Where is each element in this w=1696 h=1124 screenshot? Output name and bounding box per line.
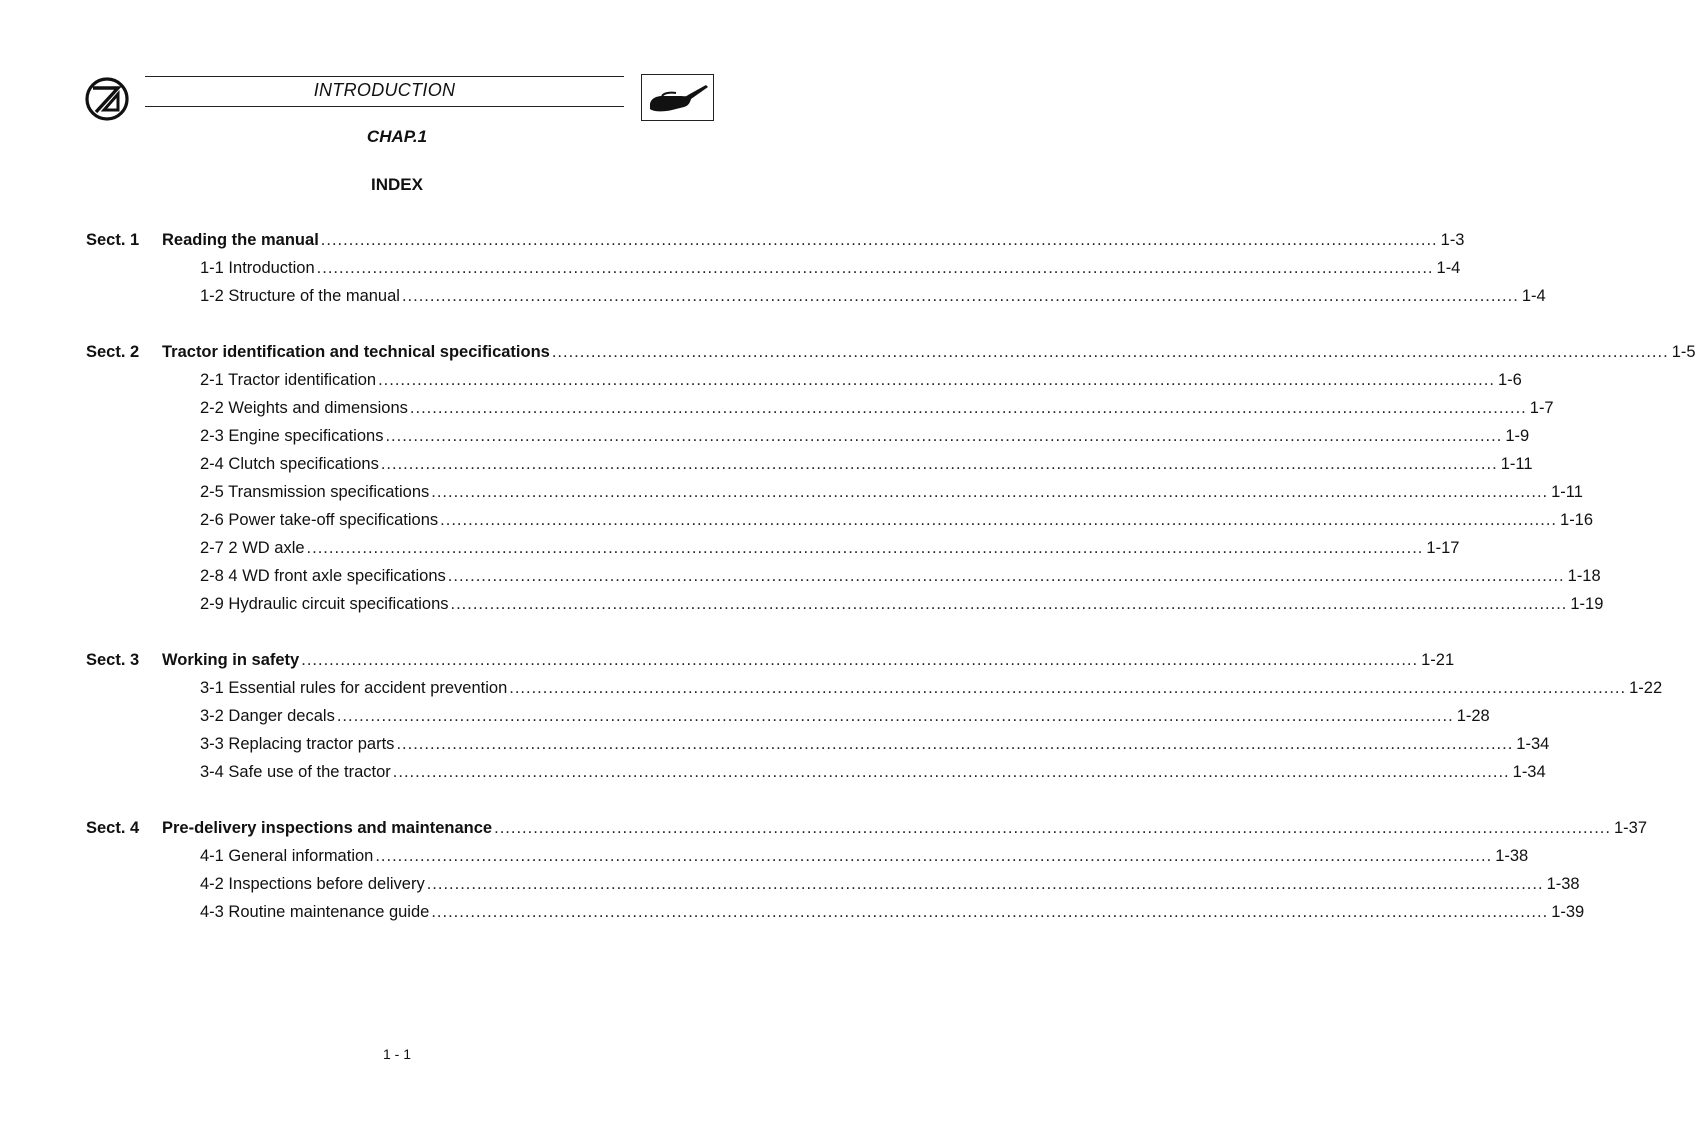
item-title: 1-1 Introduction xyxy=(200,259,315,277)
dot-leader: ........................................................................................................................................................................................................ xyxy=(551,343,1669,361)
brand-logo-icon xyxy=(84,76,130,122)
item-page: 1-38 xyxy=(1546,875,1580,893)
toc-item-2-3[interactable] xyxy=(0,425,1530,447)
dot-leader: ........................................................................................................................................................................................................ xyxy=(426,875,1544,893)
toc-item-2-5[interactable] xyxy=(0,481,1583,503)
item-title: 2-8 4 WD front axle specifications xyxy=(200,567,446,585)
dot-leader: ........................................................................................................................................................................................................ xyxy=(301,651,1419,669)
toc-item-2-6[interactable] xyxy=(0,509,1594,531)
item-page: 1-22 xyxy=(1629,679,1663,697)
toc-section-2[interactable] xyxy=(0,341,1696,363)
section-title: Pre-delivery inspections and maintenance xyxy=(162,819,493,837)
item-title: 4-1 General information xyxy=(200,847,374,865)
dot-leader: ........................................................................................................................................................................................................ xyxy=(336,707,1454,725)
toc-section-4[interactable] xyxy=(0,817,1648,839)
item-title: 3-3 Replacing tractor parts xyxy=(200,735,395,753)
page-number: 1 - 1 xyxy=(382,1046,411,1062)
dot-leader: ........................................................................................................................................................................................................ xyxy=(396,735,1514,753)
item-title: 3-2 Danger decals xyxy=(200,707,335,725)
chapter-label: CHAP.1 xyxy=(366,127,428,146)
toc-item-4-3[interactable] xyxy=(0,901,1585,923)
item-title: 1-2 Structure of the manual xyxy=(200,287,400,305)
dot-leader: ........................................................................................................................................................................................................ xyxy=(401,287,1519,305)
toc-item-2-8[interactable] xyxy=(0,565,1601,587)
page-header xyxy=(0,0,794,130)
toc-section-3[interactable] xyxy=(0,649,1455,671)
item-page: 1-9 xyxy=(1505,427,1530,445)
dot-leader: ........................................................................................................................................................................................................ xyxy=(494,819,1611,837)
toc-section-1[interactable] xyxy=(0,229,1465,251)
item-page: 1-39 xyxy=(1551,903,1585,921)
item-title: 2-1 Tractor identification xyxy=(200,371,377,389)
toc-item-2-7[interactable] xyxy=(0,537,1460,559)
toc-item-4-2[interactable] xyxy=(0,873,1580,895)
section-label: Sect. 2 xyxy=(86,343,140,361)
toc-item-4-1[interactable] xyxy=(0,845,1529,867)
header-rule-top xyxy=(145,76,624,77)
item-title: 2-3 Engine specifications xyxy=(200,427,384,445)
index-title: INDEX xyxy=(371,175,423,194)
header-rule-bottom xyxy=(145,106,624,107)
dot-leader: ........................................................................................................................................................................................................ xyxy=(306,539,1424,557)
toc-item-1-2[interactable] xyxy=(0,285,1546,307)
item-page: 1-34 xyxy=(1516,735,1550,753)
item-title: 4-2 Inspections before delivery xyxy=(200,875,425,893)
section-title: Tractor identification and technical specifications xyxy=(162,343,550,361)
item-title: 4-3 Routine maintenance guide xyxy=(200,903,430,921)
toc-item-3-1[interactable] xyxy=(0,677,1663,699)
header-title: INTRODUCTION xyxy=(313,80,456,100)
dot-leader: ........................................................................................................................................................................................................ xyxy=(409,399,1527,417)
toc-item-2-1[interactable] xyxy=(0,369,1522,391)
item-page: 1-4 xyxy=(1521,287,1546,305)
section-title: Reading the manual xyxy=(162,231,319,249)
toc-item-3-3[interactable] xyxy=(0,733,1550,755)
item-page: 1-19 xyxy=(1570,595,1604,613)
item-title: 3-1 Essential rules for accident prevention xyxy=(200,679,508,697)
dot-leader: ........................................................................................................................................................................................................ xyxy=(450,595,1568,613)
toc-item-3-4[interactable] xyxy=(0,761,1546,783)
dot-leader: ........................................................................................................................................................................................................ xyxy=(380,455,1498,473)
dot-leader: ........................................................................................................................................................................................................ xyxy=(447,567,1565,585)
dot-leader: ........................................................................................................................................................................................................ xyxy=(431,903,1549,921)
dot-leader: ........................................................................................................................................................................................................ xyxy=(320,231,1438,249)
item-title: 2-4 Clutch specifications xyxy=(200,455,379,473)
section-label: Sect. 3 xyxy=(86,651,140,669)
section-title: Working in safety xyxy=(162,651,300,669)
item-page: 1-18 xyxy=(1567,567,1601,585)
item-title: 2-6 Power take-off specifications xyxy=(200,511,439,529)
item-title: 3-4 Safe use of the tractor xyxy=(200,763,391,781)
item-page: 1-16 xyxy=(1560,511,1594,529)
item-page: 1-11 xyxy=(1551,483,1583,501)
dot-leader: ........................................................................................................................................................................................................ xyxy=(375,847,1493,865)
toc-item-2-2[interactable] xyxy=(0,397,1554,419)
item-page: 1-28 xyxy=(1456,707,1490,725)
section-page: 1-37 xyxy=(1613,819,1648,837)
dot-leader: ........................................................................................................................................................................................................ xyxy=(378,371,1495,389)
section-label: Sect. 4 xyxy=(86,819,140,837)
item-page: 1-38 xyxy=(1495,847,1529,865)
item-title: 2-9 Hydraulic circuit specifications xyxy=(200,595,449,613)
section-label: Sect. 1 xyxy=(86,231,140,249)
dot-leader: ........................................................................................................................................................................................................ xyxy=(431,483,1549,501)
item-page: 1-17 xyxy=(1426,539,1460,557)
dot-leader: ........................................................................................................................................................................................................ xyxy=(440,511,1558,529)
item-title: 2-7 2 WD axle xyxy=(200,539,305,557)
toc-item-2-4[interactable] xyxy=(0,453,1533,475)
toc-item-1-1[interactable] xyxy=(0,257,1461,279)
item-page: 1-6 xyxy=(1497,371,1522,389)
item-page: 1-34 xyxy=(1512,763,1546,781)
hand-tool-icon xyxy=(641,74,714,121)
section-page: 1-5 xyxy=(1671,343,1696,361)
item-page: 1-11 xyxy=(1500,455,1533,473)
section-page: 1-3 xyxy=(1440,231,1465,249)
toc-item-3-2[interactable] xyxy=(0,705,1490,727)
dot-leader: ........................................................................................................................................................................................................ xyxy=(392,763,1510,781)
item-title: 2-2 Weights and dimensions xyxy=(200,399,408,417)
item-page: 1-4 xyxy=(1436,259,1461,277)
toc-item-2-9[interactable] xyxy=(0,593,1604,615)
item-page: 1-7 xyxy=(1529,399,1554,417)
dot-leader: ........................................................................................................................................................................................................ xyxy=(385,427,1503,445)
dot-leader: ........................................................................................................................................................................................................ xyxy=(316,259,1434,277)
item-title: 2-5 Transmission specifications xyxy=(200,483,430,501)
dot-leader: ........................................................................................................................................................................................................ xyxy=(509,679,1627,697)
section-page: 1-21 xyxy=(1421,651,1455,669)
